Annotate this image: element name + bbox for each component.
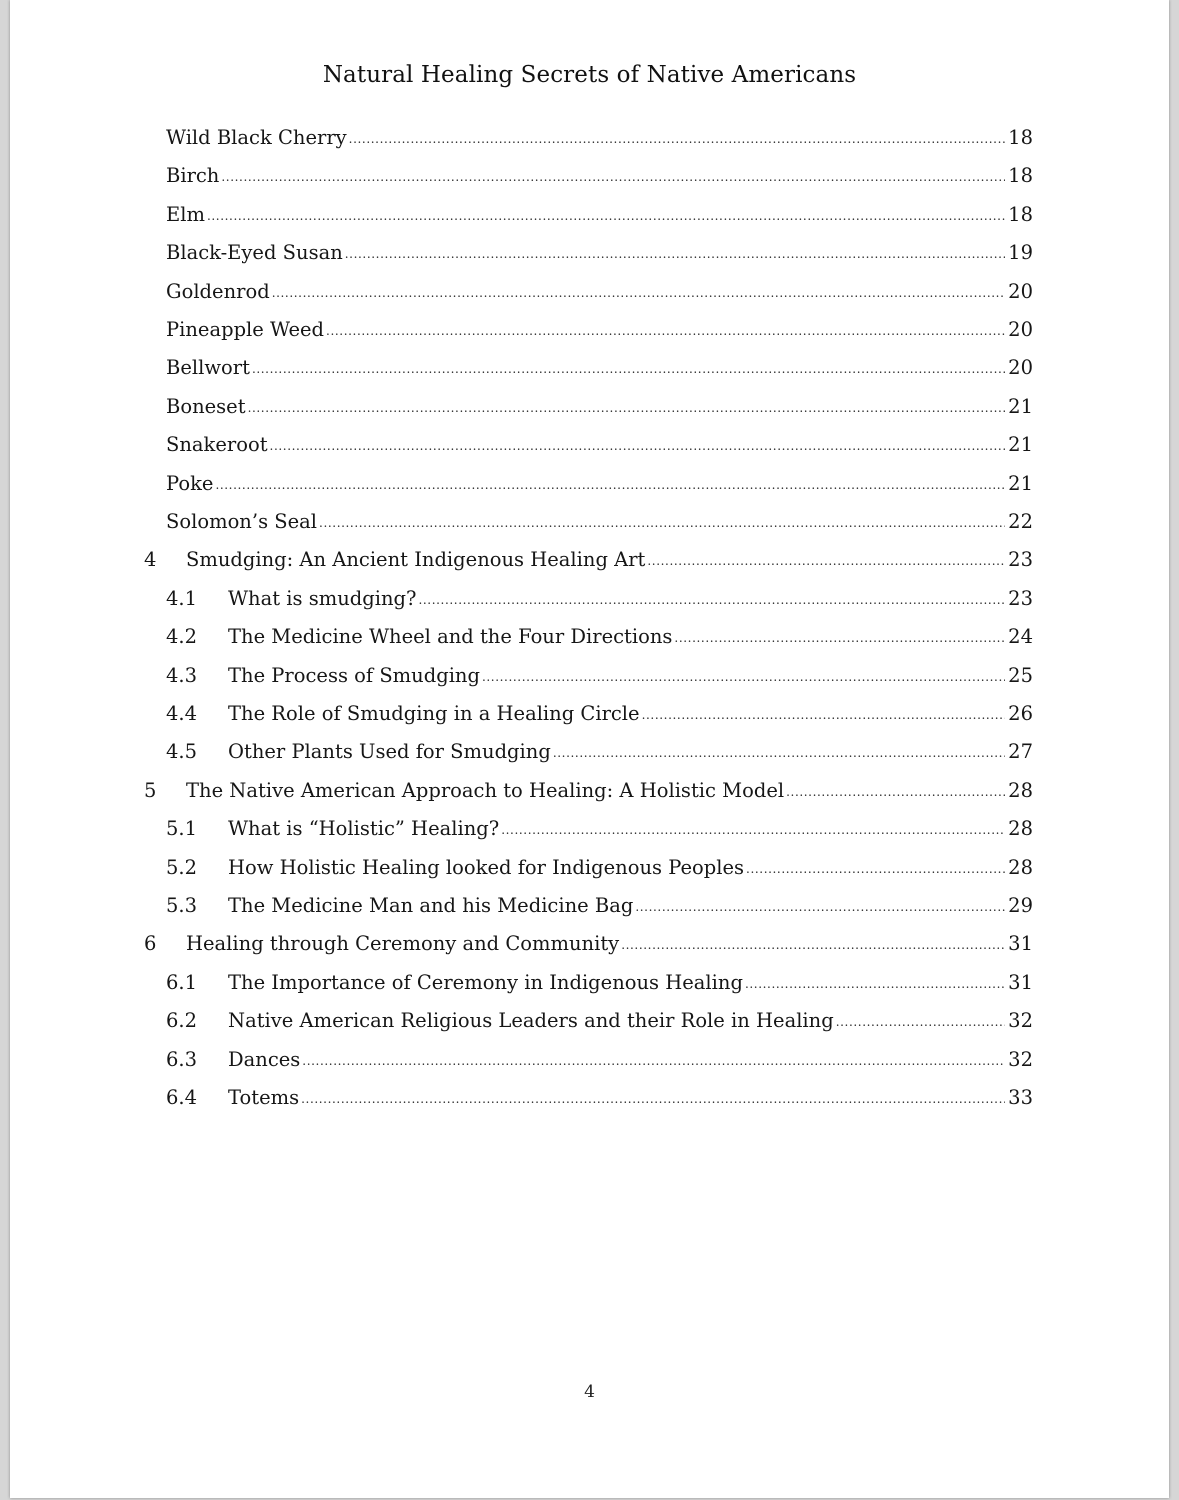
dot-leader (207, 209, 1005, 223)
toc-label: Pineapple Weed (166, 318, 325, 341)
toc-page-number: 28 (1008, 817, 1033, 841)
toc-label: Wild Black Cherry (166, 126, 347, 149)
toc-label: Other Plants Used for Smudging (228, 740, 551, 764)
dot-leader (482, 670, 1005, 684)
dot-leader (635, 900, 1005, 914)
toc-label: Black-Eyed Susan (166, 241, 343, 265)
dot-leader (501, 823, 1005, 837)
toc-label: The Role of Smudging in a Healing Circle (228, 702, 640, 725)
toc-page-number: 20 (1008, 318, 1033, 341)
dot-leader (326, 324, 1005, 338)
dot-leader (746, 862, 1005, 876)
dot-leader (302, 1054, 1005, 1068)
toc-number: 4.4 (166, 702, 198, 725)
toc-label: Goldenrod (166, 279, 270, 303)
dot-leader (221, 170, 1005, 184)
toc-number: 5.1 (166, 817, 198, 841)
toc-entry[interactable] (166, 510, 1033, 546)
toc-section[interactable] (166, 740, 1033, 776)
dot-leader (647, 554, 1005, 568)
dot-leader (248, 401, 1006, 415)
toc-label: Dances (228, 1047, 301, 1071)
toc-label: Native American Religious Leaders and their Role in Healing (228, 1009, 834, 1033)
toc-page-number: 28 (1008, 855, 1033, 879)
toc-label: Poke (166, 471, 214, 495)
toc-section[interactable] (166, 971, 1033, 1007)
dot-leader (418, 593, 1005, 607)
toc-page-number: 20 (1008, 279, 1033, 303)
toc-page-number: 31 (1008, 932, 1033, 956)
dot-leader (345, 247, 1005, 261)
toc-entry[interactable] (166, 433, 1033, 469)
toc-section[interactable] (166, 817, 1033, 853)
toc-label: What is “Holistic” Healing? (228, 817, 500, 841)
dot-leader (786, 785, 1005, 799)
toc-label: How Holistic Healing looked for Indigenous Peoples (228, 855, 745, 879)
toc-entry[interactable] (166, 164, 1033, 200)
toc-page-number: 21 (1008, 394, 1033, 418)
toc-label: What is smudging? (228, 586, 417, 610)
toc-page-number: 32 (1008, 1009, 1033, 1033)
toc-entry[interactable] (166, 241, 1033, 277)
toc-label: The Medicine Wheel and the Four Directions (228, 625, 673, 649)
toc-section[interactable] (166, 894, 1033, 930)
document-page (10, 0, 1169, 1498)
page-number: 4 (584, 1382, 595, 1402)
dot-leader (621, 938, 1005, 952)
toc-label: Healing through Ceremony and Community (186, 932, 620, 956)
toc-label: Birch (166, 164, 220, 188)
toc-entry[interactable] (166, 356, 1033, 392)
dot-leader (553, 746, 1005, 760)
toc-label: Snakeroot (166, 433, 268, 457)
toc-label: Bellwort (166, 356, 250, 380)
dot-leader (745, 977, 1005, 991)
dot-leader (215, 478, 1005, 492)
toc-page-number: 23 (1008, 586, 1033, 610)
dot-leader (642, 708, 1006, 722)
toc-entry[interactable] (166, 395, 1033, 431)
toc-label: Elm (166, 202, 205, 226)
toc-number: 4.3 (166, 663, 198, 687)
toc-number: 4.5 (166, 740, 198, 764)
toc-number: 6.1 (166, 970, 198, 994)
toc-number: 4.1 (166, 586, 198, 610)
toc-section[interactable] (166, 1086, 1033, 1122)
toc-label: Totems (228, 1086, 300, 1109)
toc-page-number: 26 (1008, 702, 1033, 725)
dot-leader (674, 631, 1005, 645)
toc-page-number: 20 (1008, 356, 1033, 380)
toc-number: 6.3 (166, 1047, 198, 1071)
toc-section[interactable] (166, 1009, 1033, 1045)
dot-leader (270, 439, 1006, 453)
toc-label: Smudging: An Ancient Indigenous Healing Art (186, 548, 646, 572)
dot-leader (349, 132, 1006, 146)
toc-chapter[interactable] (144, 548, 1033, 584)
toc-number: 4.2 (166, 625, 198, 649)
toc-page-number: 23 (1008, 548, 1033, 572)
toc-entry[interactable] (166, 318, 1033, 354)
toc-chapter[interactable] (144, 932, 1033, 968)
toc-number: 6 (144, 932, 157, 956)
toc-label: Solomon’s Seal (166, 510, 318, 533)
toc-page-number: 31 (1008, 970, 1033, 994)
toc-section[interactable] (166, 587, 1033, 623)
toc-page-number: 19 (1008, 241, 1033, 265)
toc-page-number: 18 (1008, 202, 1033, 226)
toc-label: The Process of Smudging (228, 663, 480, 687)
toc-section[interactable] (166, 702, 1033, 738)
toc-label: Boneset (166, 394, 246, 418)
toc-section[interactable] (166, 1048, 1033, 1084)
dot-leader (252, 362, 1005, 376)
toc-number: 6.2 (166, 1009, 198, 1033)
toc-page-number: 32 (1008, 1047, 1033, 1071)
dot-leader (319, 516, 1005, 530)
toc-section[interactable] (166, 664, 1033, 700)
toc-entry[interactable] (166, 280, 1033, 316)
toc-entry[interactable] (166, 472, 1033, 508)
toc-number: 5.3 (166, 894, 198, 917)
toc-page-number: 27 (1008, 740, 1033, 764)
toc-label: The Native American Approach to Healing: A Holistic Model (186, 778, 785, 802)
toc-number: 4 (144, 548, 157, 572)
toc-page-number: 28 (1008, 778, 1033, 802)
toc-section[interactable] (166, 856, 1033, 892)
dot-leader (836, 1015, 1005, 1029)
toc-page-number: 21 (1008, 433, 1033, 457)
toc-number: 5.2 (166, 855, 198, 879)
toc-page-number: 22 (1008, 510, 1033, 533)
page-title: Natural Healing Secrets of Native Americans (322, 62, 857, 88)
toc-page-number: 24 (1008, 625, 1033, 649)
toc-entry[interactable] (166, 126, 1033, 162)
toc-entry[interactable] (166, 203, 1033, 239)
toc-page-number: 29 (1008, 894, 1033, 917)
toc-page-number: 18 (1008, 164, 1033, 188)
dot-leader (272, 286, 1005, 300)
toc-page-number: 18 (1008, 126, 1033, 149)
dot-leader (301, 1092, 1005, 1106)
toc-page-number: 21 (1008, 471, 1033, 495)
toc-label: The Importance of Ceremony in Indigenous Healing (228, 970, 743, 994)
toc-label: The Medicine Man and his Medicine Bag (228, 894, 634, 917)
toc-number: 6.4 (166, 1086, 198, 1109)
toc-page-number: 33 (1008, 1086, 1033, 1109)
toc-number: 5 (144, 778, 157, 802)
toc-section[interactable] (166, 625, 1033, 661)
toc-chapter[interactable] (144, 779, 1033, 815)
toc-page-number: 25 (1008, 663, 1033, 687)
